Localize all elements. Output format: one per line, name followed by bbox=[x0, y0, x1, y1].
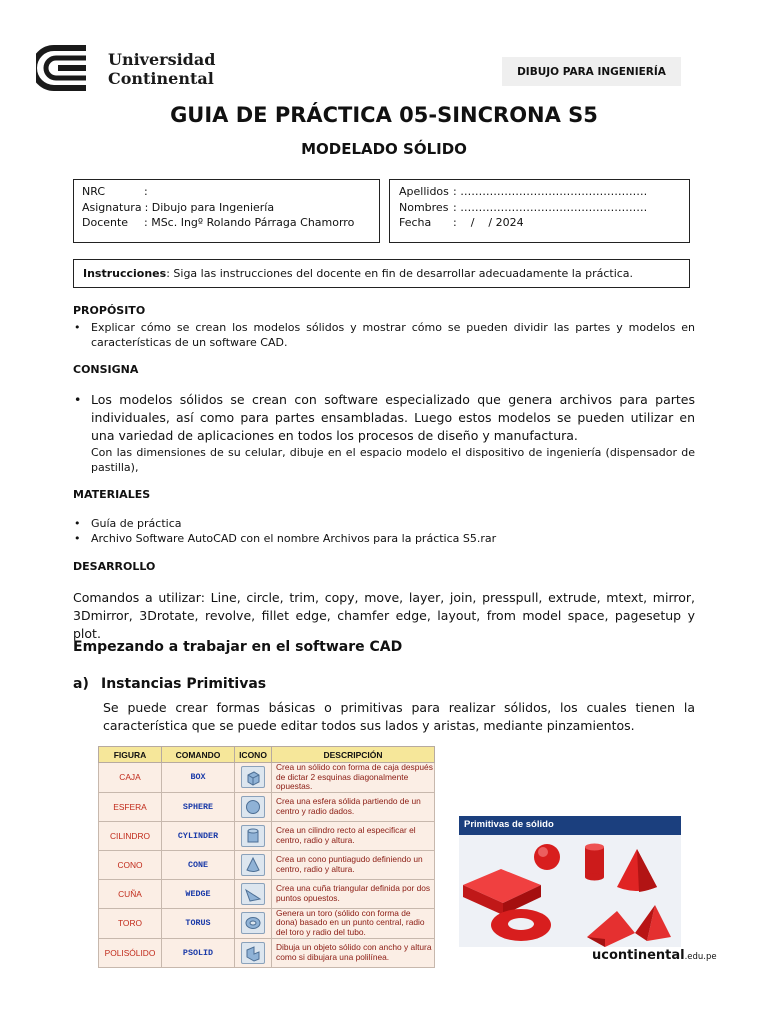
info-value: : Dibujo para Ingeniería bbox=[144, 200, 275, 214]
info-key: Nombres bbox=[399, 200, 449, 214]
cell-comando: SPHERE bbox=[162, 792, 235, 821]
cell-comando: PSOLID bbox=[162, 938, 235, 967]
info-key: Fecha bbox=[399, 216, 432, 229]
cell-descripcion: Genera un toro (sólido con forma de dona) basado en un punto central, radio del toro y radio del tubo. bbox=[272, 908, 435, 938]
consigna-list bbox=[73, 391, 695, 475]
polysolid-icon bbox=[241, 942, 265, 964]
sphere-icon bbox=[241, 796, 265, 818]
list-item: • Guía de práctica bbox=[73, 516, 695, 531]
cell-figura: CUÑA bbox=[99, 879, 162, 908]
solid-primitives-figure bbox=[459, 816, 681, 947]
section-title-cad: Empezando a trabajar en el software CAD bbox=[73, 639, 403, 655]
cell-descripcion: Crea una cuña triangular definida por dos puntos opuestos. bbox=[272, 879, 435, 908]
info-value: : MSc. Ingº Rolando Párraga Chamorro bbox=[144, 216, 355, 229]
col-header-descripcion: DESCRIPCIÓN bbox=[272, 747, 435, 763]
primitives-table bbox=[98, 746, 435, 968]
info-row-fecha bbox=[399, 215, 689, 231]
cell-figura: ESFERA bbox=[99, 792, 162, 821]
course-badge: DIBUJO PARA INGENIERÍA bbox=[502, 57, 681, 86]
cell-figura: TORO bbox=[99, 908, 162, 938]
info-value: : …………………………………………… bbox=[453, 200, 648, 214]
table-row bbox=[99, 763, 435, 793]
info-row-apellidos bbox=[399, 184, 689, 200]
section-heading-desarrollo: DESARROLLO bbox=[73, 560, 156, 573]
info-key: Apellidos bbox=[399, 185, 449, 198]
page-subtitle: MODELADO SÓLIDO bbox=[301, 140, 467, 158]
university-name bbox=[108, 50, 215, 88]
red-pyramid-solid bbox=[635, 905, 671, 941]
subsection-number: a) bbox=[73, 676, 89, 692]
info-row-nombres bbox=[399, 200, 689, 216]
info-key: Docente bbox=[82, 216, 129, 229]
table-row bbox=[99, 821, 435, 850]
section-heading-proposito: PROPÓSITO bbox=[73, 304, 146, 317]
subsection-text: Se puede crear formas básicas o primitivas para realizar sólidos, los cuales tienen la característica que se puede editar todos sus lados y aristas, mediante pinzamientos. bbox=[103, 700, 695, 733]
table-row bbox=[99, 792, 435, 821]
list-item: • Archivo Software AutoCAD con el nombre Archivos para la práctica S5.rar bbox=[73, 531, 695, 546]
cell-descripcion: Crea un sólido con forma de caja después de dictar 2 esquinas diagonalmente opuestas. bbox=[272, 763, 435, 793]
list-item: • Los modelos sólidos se crean con software especializado que genera archivos para partes individuales, así como para partes ensambladas. Luego estos modelos se pueden utilizar en una variedad de aplicaciones en todos los procesos de diseño y manufactura. bbox=[73, 391, 695, 445]
col-header-comando: COMANDO bbox=[162, 747, 235, 763]
figure-body bbox=[459, 835, 681, 947]
red-torus-solid bbox=[491, 909, 551, 941]
cell-comando: WEDGE bbox=[162, 879, 235, 908]
info-row-nrc bbox=[82, 184, 379, 200]
cell-comando: TORUS bbox=[162, 908, 235, 938]
red-cone-solid bbox=[617, 849, 657, 892]
box-icon bbox=[241, 766, 265, 788]
subsection-label: Instancias Primitivas bbox=[101, 676, 267, 692]
figure-header: Primitivas de sólido bbox=[459, 816, 681, 835]
consigna-subtext: Con las dimensiones de su celular, dibuje en el espacio modelo el dispositivo de ingeniería (dispensador de pastilla), bbox=[91, 446, 695, 474]
red-box-solid bbox=[463, 869, 541, 915]
brand-caption bbox=[592, 948, 717, 963]
red-sphere-solid bbox=[534, 844, 560, 870]
cell-comando: CYLINDER bbox=[162, 821, 235, 850]
university-line2: Continental bbox=[108, 69, 214, 88]
info-key: Asignatura bbox=[82, 200, 142, 214]
page-title: GUIA DE PRÁCTICA 05-SINCRONA S5 bbox=[170, 103, 598, 127]
university-logo bbox=[36, 44, 100, 92]
cell-figura: CILINDRO bbox=[99, 821, 162, 850]
instructions-label: Instrucciones bbox=[83, 266, 167, 280]
subsection-title bbox=[73, 676, 266, 692]
info-value: : …………………………………………… bbox=[453, 185, 648, 198]
table-row bbox=[99, 879, 435, 908]
cylinder-icon bbox=[241, 825, 265, 847]
commands-paragraph: Comandos a utilizar: Line, circle, trim, copy, move, layer, join, presspull, extrude, mtext, mirror, 3Dmirror, 3Drotate, revolve, fillet edge, chamfer edge, layout, from model space, pagesetup y plot. bbox=[73, 590, 695, 641]
brand-suffix: .edu.pe bbox=[684, 952, 717, 962]
table-row bbox=[99, 908, 435, 938]
table-header-row bbox=[99, 747, 435, 763]
table-row bbox=[99, 938, 435, 967]
course-info-box bbox=[73, 179, 380, 243]
wedge-icon bbox=[241, 883, 265, 905]
instructions-text: : Siga las instrucciones del docente en fin de desarrollar adecuadamente la práctica. bbox=[166, 266, 634, 280]
cell-figura: POLISÓLIDO bbox=[99, 938, 162, 967]
info-value: : / / 2024 bbox=[453, 216, 524, 229]
cell-descripcion: Crea un cono puntiagudo definiendo un centro, radio y altura. bbox=[272, 850, 435, 879]
brand-name: ucontinental bbox=[592, 948, 685, 963]
info-row-asignatura bbox=[82, 200, 379, 216]
cell-comando: CONE bbox=[162, 850, 235, 879]
list-item: • Explicar cómo se crean los modelos sólidos y mostrar cómo se pueden dividir las partes y modelos en características de un software CAD. bbox=[73, 320, 695, 350]
col-header-figura: FIGURA bbox=[99, 747, 162, 763]
materiales-list bbox=[73, 516, 695, 546]
cone-icon bbox=[241, 854, 265, 876]
section-heading-materiales: MATERIALES bbox=[73, 488, 151, 501]
section-heading-consigna: CONSIGNA bbox=[73, 363, 139, 376]
student-info-box bbox=[389, 179, 690, 243]
university-line1: Universidad bbox=[108, 50, 216, 69]
col-header-icono: ICONO bbox=[235, 747, 272, 763]
cell-figura: CAJA bbox=[99, 763, 162, 793]
cell-descripcion: Dibuja un objeto sólido con ancho y altura como si dibujara una polilínea. bbox=[272, 938, 435, 967]
cell-descripcion: Crea un cilindro recto al especificar el centro, radio y altura. bbox=[272, 821, 435, 850]
cell-descripcion: Crea una esfera sólida partiendo de un centro y radio dados. bbox=[272, 792, 435, 821]
info-row-docente bbox=[82, 215, 379, 231]
info-value: : bbox=[144, 185, 148, 198]
cell-figura: CONO bbox=[99, 850, 162, 879]
info-key: NRC bbox=[82, 185, 106, 198]
instructions-box bbox=[73, 259, 690, 288]
torus-icon bbox=[241, 912, 265, 934]
cell-comando: BOX bbox=[162, 763, 235, 793]
proposito-list bbox=[73, 320, 695, 350]
red-wedge-solid bbox=[587, 911, 635, 947]
red-cylinder-solid bbox=[585, 844, 604, 881]
solids-illustration bbox=[459, 835, 681, 947]
table-row bbox=[99, 850, 435, 879]
